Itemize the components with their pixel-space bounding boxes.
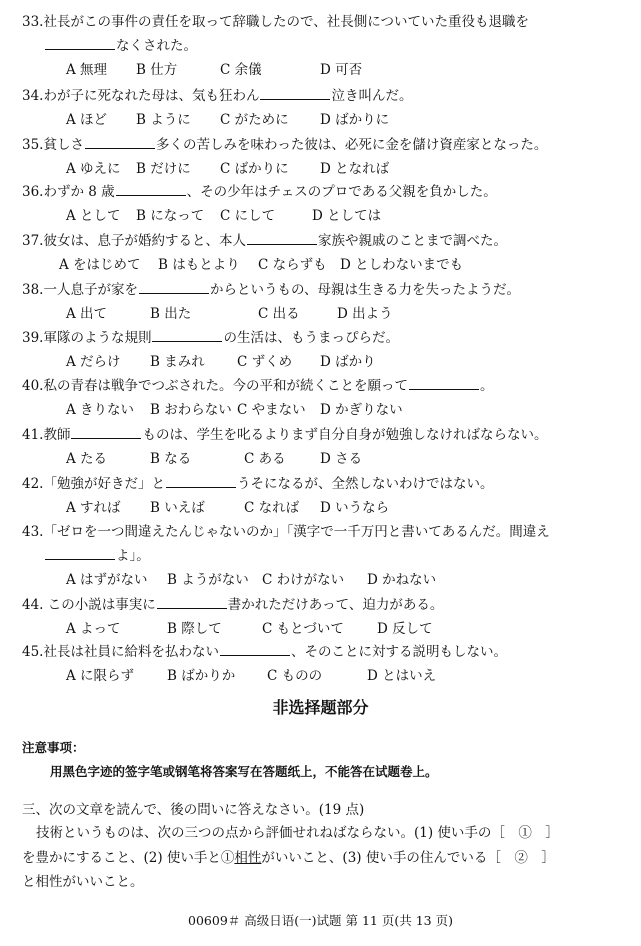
answer-option: A はずがない bbox=[66, 572, 148, 588]
question-number: 38. bbox=[22, 282, 44, 298]
answer-option: A 出て bbox=[66, 306, 108, 322]
question-text: 家族や親戚のことまで調べた。 bbox=[317, 233, 507, 249]
answer-option: C がために bbox=[220, 112, 289, 128]
question-34 bbox=[22, 87, 412, 105]
answer-option: B はもとより bbox=[158, 257, 240, 273]
question-text: 「ゼロを一つ間違えたんじゃないのか」「漢字で一千万円と書いてあるんだ。間違え bbox=[43, 524, 550, 540]
question-38 bbox=[22, 281, 520, 299]
question-text: うそになるが、全然しないわけではない。 bbox=[236, 476, 494, 492]
question-text: わが子に死なれた母は、気も狂わん bbox=[43, 88, 260, 104]
question-text: 「勉強が好きだ」と bbox=[43, 476, 165, 492]
answer-option: D さる bbox=[320, 451, 363, 467]
question-number: 41. bbox=[22, 427, 44, 443]
answer-blank bbox=[260, 87, 330, 100]
answer-option: C ばかりに bbox=[220, 161, 289, 177]
question-text: この小説は事実に bbox=[43, 597, 156, 613]
answer-option: D ばかり bbox=[320, 354, 376, 370]
answer-option: D ばかりに bbox=[320, 112, 390, 128]
question-number: 34. bbox=[22, 88, 44, 104]
question-40 bbox=[22, 377, 493, 395]
question-text: なくされた。 bbox=[116, 38, 197, 54]
question-continuation bbox=[44, 547, 150, 565]
question-37 bbox=[22, 232, 507, 250]
question-33 bbox=[22, 13, 529, 31]
answer-blank bbox=[116, 183, 186, 196]
answer-option: A 無理 bbox=[66, 62, 108, 78]
notice-body: 用黑色字迹的签字笔或钢笔将答案写在答题纸上，不能答在试题卷上。 bbox=[50, 764, 438, 779]
answer-option: A ほど bbox=[66, 112, 108, 128]
answer-option: B だけに bbox=[136, 161, 191, 177]
question-45 bbox=[22, 643, 507, 661]
answer-option: B 際して bbox=[167, 621, 222, 637]
answer-option: A をはじめて bbox=[59, 257, 141, 273]
page-footer: 00609＃ 高级日语(一)试题 第 11 页(共 13 页) bbox=[188, 913, 453, 928]
question-number: 36. bbox=[22, 184, 44, 200]
answer-option: B 仕方 bbox=[136, 62, 178, 78]
answer-option: D としては bbox=[312, 208, 382, 224]
answer-blank bbox=[45, 37, 115, 50]
question-text: 貧しさ bbox=[43, 137, 84, 153]
answer-option: A すれば bbox=[66, 500, 121, 516]
answer-option: B いえば bbox=[150, 500, 205, 516]
answer-option: B 出た bbox=[150, 306, 192, 322]
question-text: よ」。 bbox=[116, 548, 150, 564]
answer-blank bbox=[45, 547, 115, 560]
question-number: 35. bbox=[22, 137, 44, 153]
answer-option: C なれば bbox=[244, 500, 300, 516]
question-number: 44. bbox=[22, 597, 44, 613]
question-text: 。 bbox=[479, 378, 494, 394]
answer-option: D 可否 bbox=[320, 62, 363, 78]
answer-option: C ある bbox=[244, 451, 286, 467]
answer-blank bbox=[85, 136, 155, 149]
question-text: からというもの、母親は生きる力を失ったようだ。 bbox=[209, 282, 520, 298]
answer-option: B まみれ bbox=[150, 354, 205, 370]
answer-blank bbox=[409, 377, 479, 390]
passage-line-1: 技術というものは、次の三つの点から評価せれねばならない。(1) 使い手の［ ① ］ bbox=[36, 825, 559, 841]
question-text: 書かれただけあって、迫力がある。 bbox=[227, 597, 444, 613]
question-number: 42. bbox=[22, 476, 44, 492]
section-heading: 非选择题部分 bbox=[272, 698, 369, 717]
answer-blank bbox=[220, 643, 290, 656]
answer-option: D 反して bbox=[377, 621, 433, 637]
question-text: 軍隊のような規則 bbox=[43, 330, 152, 346]
question-44 bbox=[22, 596, 443, 614]
answer-option: B おわらない bbox=[150, 402, 232, 418]
question-text: 社長がこの事件の責任を取って辞職したので、社長側についていた重役も退職を bbox=[43, 14, 529, 30]
answer-blank bbox=[152, 329, 222, 342]
answer-option: B なる bbox=[150, 451, 192, 467]
answer-option: A よって bbox=[66, 621, 121, 637]
question-text: 教師 bbox=[43, 427, 71, 443]
answer-option: C わけがない bbox=[262, 572, 345, 588]
answer-option: B ばかりか bbox=[167, 668, 236, 684]
answer-option: B ようがない bbox=[167, 572, 249, 588]
passage-line-3: と相性がいいこと。 bbox=[22, 874, 144, 890]
answer-blank bbox=[71, 426, 141, 439]
answer-option: B ように bbox=[136, 112, 191, 128]
answer-option: B になって bbox=[136, 208, 205, 224]
answer-option: C ずくめ bbox=[237, 354, 293, 370]
question-43 bbox=[22, 523, 550, 541]
answer-option: C やまない bbox=[237, 402, 306, 418]
answer-option: D となれば bbox=[320, 161, 390, 177]
question-text: ものは、学生を叱るよりまず自分自身が勉強しなければならない。 bbox=[142, 427, 548, 443]
section3-title: 三、次の文章を読んで、後の問いに答えなさい。(19 点) bbox=[22, 802, 365, 818]
question-text: 一人息子が家を bbox=[43, 282, 138, 298]
question-number: 33. bbox=[22, 14, 44, 30]
answer-option: C 出る bbox=[258, 306, 300, 322]
question-35 bbox=[22, 136, 547, 154]
answer-option: A ゆえに bbox=[66, 161, 121, 177]
underlined-word: 相性 bbox=[234, 850, 262, 866]
question-text: 多くの苦しみを味わった彼は、必死に金を儲け資産家となった。 bbox=[155, 137, 548, 153]
question-39 bbox=[22, 329, 399, 347]
answer-option: A に限らず bbox=[66, 668, 135, 684]
answer-option: C にして bbox=[220, 208, 276, 224]
answer-blank bbox=[247, 232, 317, 245]
question-continuation bbox=[44, 37, 197, 55]
question-42 bbox=[22, 475, 493, 493]
question-number: 37. bbox=[22, 233, 44, 249]
answer-option: D としわないまでも bbox=[340, 257, 464, 273]
answer-blank bbox=[157, 596, 227, 609]
passage-text: がいいこと、(3) 使い手の住んでいる［ ② ］ bbox=[261, 850, 555, 866]
answer-option: D とはいえ bbox=[367, 668, 437, 684]
question-41 bbox=[22, 426, 547, 444]
answer-option: C ならずも bbox=[258, 257, 327, 273]
answer-option: C 余儀 bbox=[220, 62, 262, 78]
question-36 bbox=[22, 183, 497, 201]
question-number: 40. bbox=[22, 378, 44, 394]
answer-option: D かねない bbox=[367, 572, 437, 588]
notice-title: 注意事项： bbox=[22, 740, 85, 755]
answer-option: C もとづいて bbox=[262, 621, 344, 637]
question-text: 、その少年はチェスのプロである父親を負かした。 bbox=[186, 184, 497, 200]
question-text: の生活は、もうまっぴらだ。 bbox=[223, 330, 399, 346]
answer-option: A だらけ bbox=[66, 354, 121, 370]
question-number: 43. bbox=[22, 524, 44, 540]
answer-option: D かぎりない bbox=[320, 402, 403, 418]
answer-option: D いうなら bbox=[320, 500, 390, 516]
question-text: 彼女は、息子が婚約すると、本人 bbox=[43, 233, 246, 249]
question-text: 、そのことに対する説明もしない。 bbox=[290, 644, 507, 660]
answer-option: A として bbox=[66, 208, 121, 224]
answer-blank bbox=[166, 475, 236, 488]
question-text: 社長は社員に給料を払わない bbox=[43, 644, 219, 660]
answer-option: C ものの bbox=[267, 668, 323, 684]
answer-blank bbox=[139, 281, 209, 294]
question-text: 私の青春は戦争でつぶされた。今の平和が続くことを願って bbox=[43, 378, 408, 394]
answer-option: A きりない bbox=[66, 402, 135, 418]
answer-option: D 出よう bbox=[337, 306, 393, 322]
passage-text: を豊かにすること、(2) 使い手と① bbox=[22, 850, 235, 866]
question-text: 泣き叫んだ。 bbox=[331, 88, 413, 104]
passage-line-2 bbox=[22, 849, 555, 867]
answer-option: A たる bbox=[66, 451, 108, 467]
question-text: わずか 8 歳 bbox=[43, 184, 115, 200]
question-number: 39. bbox=[22, 330, 44, 346]
question-number: 45. bbox=[22, 644, 44, 660]
